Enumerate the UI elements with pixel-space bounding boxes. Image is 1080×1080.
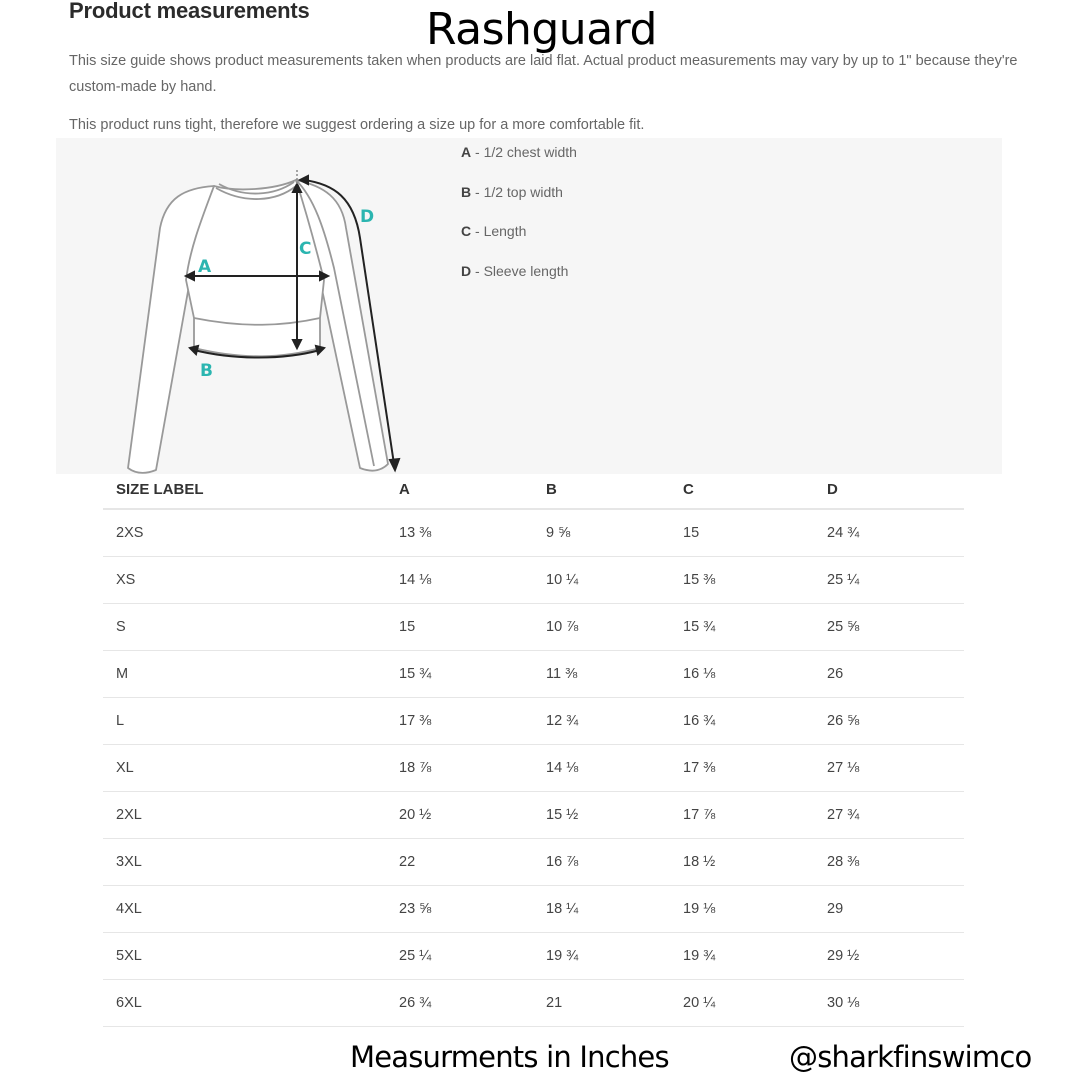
cell-size: 5XL	[103, 933, 386, 980]
cell-a: 13 ⅜	[386, 509, 533, 557]
cell-b: 11 ⅜	[533, 651, 670, 698]
cell-size: S	[103, 604, 386, 651]
cell-d: 25 ¼	[814, 557, 964, 604]
legend-item-a: A - 1/2 chest width	[461, 144, 577, 160]
diagram-legend	[461, 142, 577, 300]
cell-a: 15 ¾	[386, 651, 533, 698]
cell-c: 18 ½	[670, 839, 814, 886]
table-row	[103, 792, 964, 839]
cell-a: 23 ⅝	[386, 886, 533, 933]
cell-c: 20 ¼	[670, 980, 814, 1027]
units-note: Measurments in Inches	[350, 1040, 669, 1074]
cell-c: 15 ⅜	[670, 557, 814, 604]
cell-size: XS	[103, 557, 386, 604]
cell-size: 3XL	[103, 839, 386, 886]
table-row	[103, 933, 964, 980]
label-c: C	[299, 239, 312, 259]
social-handle: @sharkfinswimco	[789, 1040, 1032, 1074]
cell-d: 25 ⅝	[814, 604, 964, 651]
cell-b: 16 ⅞	[533, 839, 670, 886]
description-fit: This product runs tight, therefore we suggest ordering a size up for a more comfortable fit.	[69, 117, 645, 133]
cell-size: 4XL	[103, 886, 386, 933]
cell-a: 22	[386, 839, 533, 886]
label-a: A	[198, 257, 212, 277]
table-row	[103, 509, 964, 557]
cell-c: 15 ¾	[670, 604, 814, 651]
legend-item-c: C - Length	[461, 223, 527, 239]
legend-item-d: D - Sleeve length	[461, 262, 569, 279]
cell-size: 2XS	[103, 509, 386, 557]
cell-b: 12 ¾	[533, 698, 670, 745]
table-row	[103, 604, 964, 651]
diagram-panel	[56, 138, 1002, 474]
cell-b: 15 ½	[533, 792, 670, 839]
header-c: C	[670, 470, 814, 509]
cell-b: 19 ¾	[533, 933, 670, 980]
table-row	[103, 980, 964, 1027]
cell-size: 2XL	[103, 792, 386, 839]
header-size-label: SIZE LABEL	[103, 470, 386, 509]
cell-d: 29	[814, 886, 964, 933]
table-header-row	[103, 470, 964, 509]
cell-size: 6XL	[103, 980, 386, 1027]
cell-c: 16 ⅛	[670, 651, 814, 698]
rashguard-diagram-icon	[124, 168, 424, 478]
cell-d: 30 ⅛	[814, 980, 964, 1027]
cell-d: 26 ⅝	[814, 698, 964, 745]
cell-c: 19 ¾	[670, 933, 814, 980]
cell-a: 14 ⅛	[386, 557, 533, 604]
overlay-title: Rashguard	[426, 4, 657, 55]
table-row	[103, 557, 964, 604]
cell-d: 28 ⅜	[814, 839, 964, 886]
table-row	[103, 886, 964, 933]
cell-c: 17 ⅜	[670, 745, 814, 792]
label-d: D	[360, 207, 375, 227]
legend-item-b: B - 1/2 top width	[461, 183, 563, 200]
cell-b: 10 ⅞	[533, 604, 670, 651]
cell-a: 18 ⅞	[386, 745, 533, 792]
cell-c: 17 ⅞	[670, 792, 814, 839]
cell-b: 21	[533, 980, 670, 1027]
label-b: B	[200, 361, 213, 381]
cell-a: 15	[386, 604, 533, 651]
cell-c: 16 ¾	[670, 698, 814, 745]
cell-a: 26 ¾	[386, 980, 533, 1027]
cell-size: XL	[103, 745, 386, 792]
cell-d: 26	[814, 651, 964, 698]
size-table	[103, 470, 964, 1027]
table-row	[103, 745, 964, 792]
cell-b: 9 ⅝	[533, 509, 670, 557]
header-d: D	[814, 470, 964, 509]
cell-d: 29 ½	[814, 933, 964, 980]
table-row	[103, 698, 964, 745]
cell-d: 24 ¾	[814, 509, 964, 557]
cell-a: 20 ½	[386, 792, 533, 839]
cell-b: 18 ¼	[533, 886, 670, 933]
header-b: B	[533, 470, 670, 509]
cell-b: 10 ¼	[533, 557, 670, 604]
cell-a: 17 ⅜	[386, 698, 533, 745]
cell-c: 19 ⅛	[670, 886, 814, 933]
description-measurements: This size guide shows product measurements taken when products are laid flat. Actual product measurements may vary by up to 1" because they're custom-made by hand.	[69, 53, 1018, 95]
cell-b: 14 ⅛	[533, 745, 670, 792]
cell-d: 27 ⅛	[814, 745, 964, 792]
cell-size: L	[103, 698, 386, 745]
table-row	[103, 651, 964, 698]
table-row	[103, 839, 964, 886]
cell-c: 15	[670, 509, 814, 557]
header-a: A	[386, 470, 533, 509]
section-title: Product measurements	[69, 0, 310, 23]
cell-size: M	[103, 651, 386, 698]
cell-a: 25 ¼	[386, 933, 533, 980]
cell-d: 27 ¾	[814, 792, 964, 839]
